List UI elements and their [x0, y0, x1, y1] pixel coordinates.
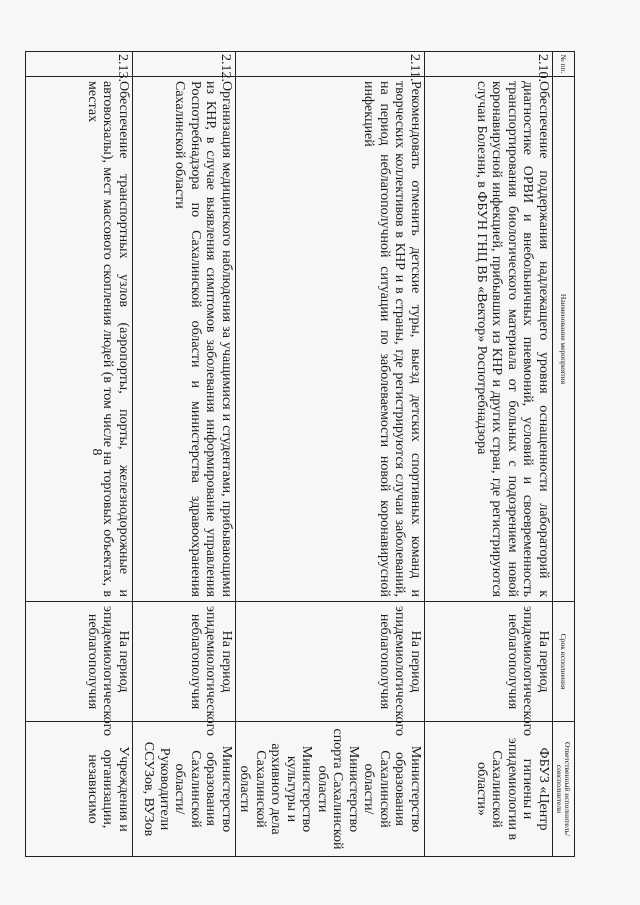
measure-name: Обеспечение транспортных узлов (аэропорты, порты, железнодорожные и автовокзалы), мест массового скопления людей (в том числе на торговых объектах, в местах [26, 77, 133, 602]
table-row [236, 52, 425, 857]
measure-term: На период эпидемиологического неблагополучия [236, 602, 425, 722]
table-row [26, 52, 133, 857]
measure-responsible: ФБУЗ «Центр гигиены и эпидемиологии в Сахалинской области» [425, 722, 553, 857]
header-responsible: Ответственный исполнитель/соисполнители [553, 722, 575, 857]
measure-name: Рекомендовать отменить детские туры, выезд детских спортивных команд и творческих коллективов в КНР и в страны, где регистрируются случаи заболеваний, на период неблагополучной ситуации по заболеваемости новой коронавирусной инфекцией [236, 77, 425, 602]
measure-responsible: Учреждения и организации, независимо [26, 722, 133, 857]
measure-name: Организация медицинского наблюдения за учащимися и студентами, прибывающими из КНР, в случае выявления симптомов заболевания информирование управления Роспотребнадзора по Сахалинской области и министерства здравоохранения Сахалинской области [133, 77, 236, 602]
header-name: Наименование мероприятия [553, 77, 575, 602]
page-number: 8 [89, 448, 104, 456]
measures-table [25, 51, 575, 857]
header-term: Срок исполнения [553, 602, 575, 722]
header-num: № пп. [553, 52, 575, 77]
measure-name: Обеспечение поддержания надлежащего уровня оснащенности лабораторий к диагностике ОРВИ и внебольничных пневмоний, условий и своевременность транспортирования биологического материала от больных с подозрением новой коронавирусной инфекцией, прибывших из КНР и других стран, где регистрируются случаи Болезни, в ФБУН ГНЦ ВБ «Вектор» Роспотребнадзора [425, 77, 553, 602]
table-row [425, 52, 553, 857]
measure-responsible: Министерство образования Сахалинской области/ Руководители ССУЗов, ВУЗов [133, 722, 236, 857]
row-number: 2.12. [133, 52, 236, 77]
rotated-table-wrapper [85, 51, 575, 856]
row-number: 2.11. [236, 52, 425, 77]
table-header-row [553, 52, 575, 857]
row-number: 2.13. [26, 52, 133, 77]
measure-responsible: Министерство образования Сахалинской области/ Министерство спорта Сахалинской области Министерство культуры и архивного дела Сахалинской области [236, 722, 425, 857]
measure-term: На период эпидемиологического неблагополучия [26, 602, 133, 722]
measure-term: На период эпидемиологического неблагополучия [425, 602, 553, 722]
row-number: 2.10. [425, 52, 553, 77]
measure-term: На период эпидемиологического неблагополучия [133, 602, 236, 722]
table-row [133, 52, 236, 857]
